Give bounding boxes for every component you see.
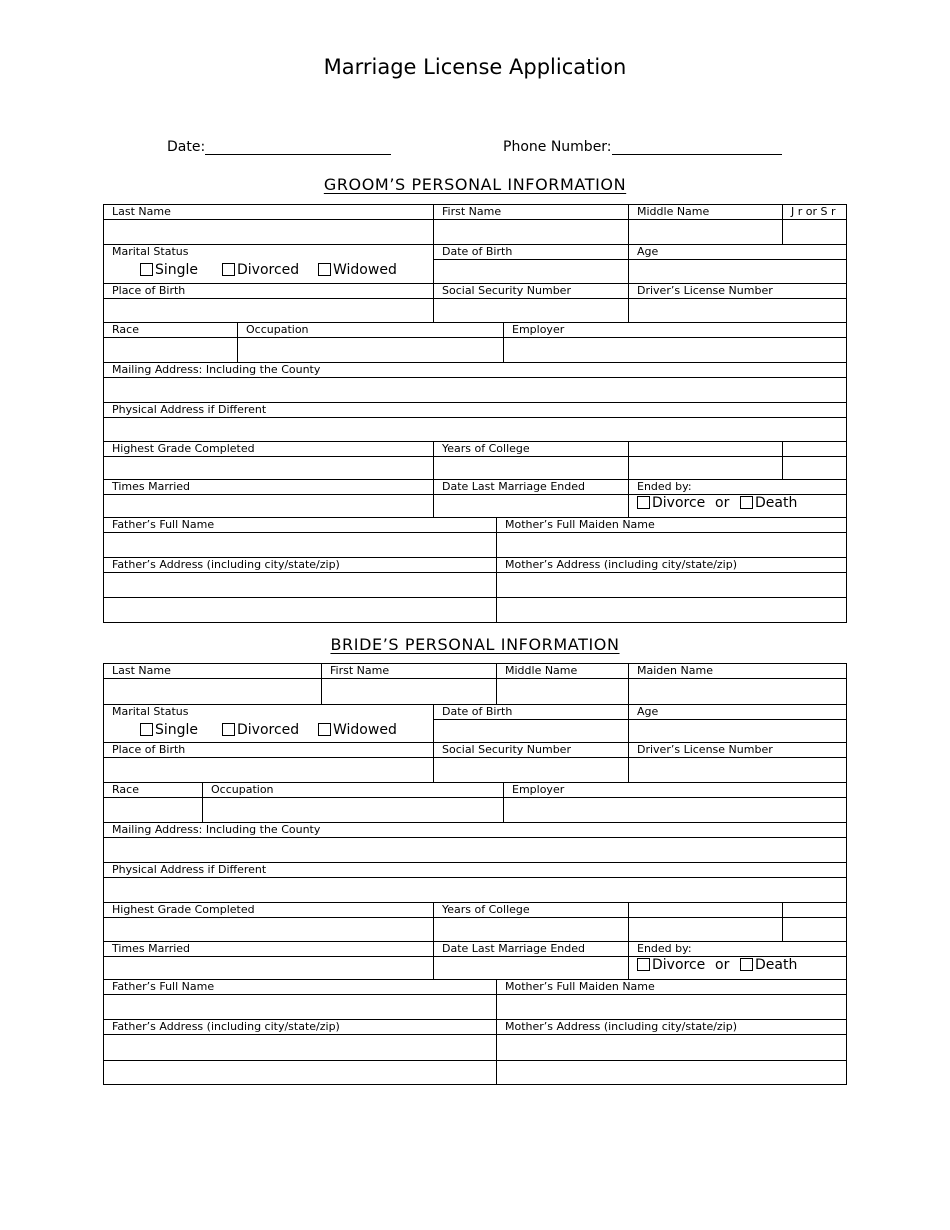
- groom-physical-input[interactable]: [104, 418, 847, 441]
- bride-last-name-input[interactable]: [104, 679, 322, 704]
- groom-marriage-row: [104, 480, 846, 518]
- groom-dob-input[interactable]: [434, 260, 629, 283]
- bride-physical-row: [104, 863, 846, 903]
- groom-dl-input[interactable]: [629, 299, 847, 322]
- bride-mailing-label: Mailing Address: Including the County: [104, 823, 847, 838]
- groom-extra-label-1: [629, 442, 783, 457]
- groom-father-addr-label: Father’s Address (including city/state/zip): [104, 558, 497, 573]
- bride-age-input[interactable]: [629, 720, 847, 742]
- bride-race-label: Race: [104, 783, 203, 798]
- groom-occupation-label: Occupation: [238, 323, 504, 338]
- groom-mother-addr-label: Mother’s Address (including city/state/zip): [497, 558, 847, 573]
- bride-parents-row: [104, 980, 846, 1020]
- bride-employer-label: Employer: [504, 783, 847, 798]
- bride-form: [103, 663, 847, 1085]
- groom-divorced-option[interactable]: Divorced: [222, 262, 299, 278]
- groom-death-checkbox[interactable]: [740, 496, 753, 509]
- groom-suffix-input[interactable]: [783, 220, 847, 244]
- bride-last-ended-input[interactable]: [434, 957, 629, 979]
- bride-ssn-input[interactable]: [434, 758, 629, 782]
- bride-dl-label: Driver’s License Number: [629, 743, 847, 758]
- groom-physical-label: Physical Address if Different: [104, 403, 847, 418]
- date-input-line[interactable]: [205, 138, 391, 155]
- bride-times-married-label: Times Married: [104, 942, 434, 957]
- groom-race-row: [104, 323, 846, 363]
- bride-section-title: BRIDE’S PERSONAL INFORMATION: [330, 635, 620, 654]
- groom-employer-label: Employer: [504, 323, 847, 338]
- bride-occupation-label: Occupation: [203, 783, 504, 798]
- bride-middle-name-label: Middle Name: [497, 664, 629, 679]
- bride-mailing-input[interactable]: [104, 838, 847, 862]
- groom-or-text: or: [715, 495, 730, 511]
- groom-grade-label: Highest Grade Completed: [104, 442, 434, 457]
- groom-times-married-input[interactable]: [104, 495, 434, 517]
- groom-name-row: [104, 205, 846, 245]
- bride-marital-row: [104, 705, 846, 743]
- groom-single-checkbox[interactable]: [140, 263, 153, 276]
- groom-ssn-label: Social Security Number: [434, 284, 629, 299]
- bride-widowed-option[interactable]: Widowed: [318, 722, 397, 738]
- bride-ended-by-label: Ended by:: [629, 942, 847, 957]
- bride-mother-addr-input[interactable]: [497, 1035, 847, 1083]
- bride-parent-address-row: [104, 1020, 846, 1084]
- bride-divorced-checkbox[interactable]: [222, 723, 235, 736]
- groom-ssn-input[interactable]: [434, 299, 629, 322]
- groom-suffix-label: J r or S r: [783, 205, 847, 220]
- groom-single-option[interactable]: Single: [140, 262, 198, 278]
- phone-field[interactable]: [503, 138, 782, 155]
- groom-mailing-input[interactable]: [104, 378, 847, 402]
- date-label: Date:: [167, 139, 206, 155]
- bride-middle-name-input[interactable]: [497, 679, 629, 704]
- bride-father-addr-label: Father’s Address (including city/state/zip): [104, 1020, 497, 1035]
- bride-marriage-row: [104, 942, 846, 980]
- groom-last-name-label: Last Name: [104, 205, 434, 220]
- groom-place-of-birth-input[interactable]: [104, 299, 434, 322]
- bride-father-addr-input[interactable]: [104, 1035, 497, 1083]
- bride-name-row: [104, 664, 846, 705]
- groom-last-name-input[interactable]: [104, 220, 434, 244]
- bride-last-name-label: Last Name: [104, 664, 322, 679]
- groom-form: [103, 204, 847, 623]
- groom-employer-input[interactable]: [504, 338, 847, 362]
- bride-extra-label-1: [629, 903, 783, 918]
- groom-physical-row: [104, 403, 846, 442]
- bride-race-row: [104, 783, 846, 823]
- groom-mailing-label: Mailing Address: Including the County: [104, 363, 847, 378]
- groom-last-ended-input[interactable]: [434, 495, 629, 517]
- bride-dl-input[interactable]: [629, 758, 847, 782]
- bride-death-checkbox[interactable]: [740, 958, 753, 971]
- bride-or-text: or: [715, 957, 730, 973]
- groom-college-input[interactable]: [434, 457, 629, 479]
- bride-ssn-label: Social Security Number: [434, 743, 629, 758]
- bride-occupation-input[interactable]: [203, 798, 504, 822]
- bride-dob-input[interactable]: [434, 720, 629, 742]
- groom-mother-name-label: Mother’s Full Maiden Name: [497, 518, 847, 533]
- groom-divorce-checkbox[interactable]: [637, 496, 650, 509]
- bride-age-label: Age: [629, 705, 847, 720]
- bride-mailing-row: [104, 823, 846, 863]
- bride-divorce-option[interactable]: Divorce: [637, 957, 705, 973]
- groom-age-label: Age: [629, 245, 847, 260]
- page-title: Marriage License Application: [323, 55, 627, 79]
- groom-mailing-row: [104, 363, 846, 403]
- groom-father-name-label: Father’s Full Name: [104, 518, 497, 533]
- groom-middle-name-input[interactable]: [629, 220, 783, 244]
- groom-education-row: [104, 442, 846, 480]
- groom-death-option[interactable]: Death: [740, 495, 797, 511]
- groom-section-title: GROOM’S PERSONAL INFORMATION: [323, 175, 627, 194]
- groom-last-ended-label: Date Last Marriage Ended: [434, 480, 629, 495]
- groom-middle-name-label: Middle Name: [629, 205, 783, 220]
- groom-race-input[interactable]: [104, 338, 238, 362]
- date-field[interactable]: [167, 138, 391, 155]
- bride-father-name-input[interactable]: [104, 995, 497, 1019]
- bride-death-option[interactable]: Death: [740, 957, 797, 973]
- bride-grade-label: Highest Grade Completed: [104, 903, 434, 918]
- groom-grade-input[interactable]: [104, 457, 434, 479]
- bride-grade-input[interactable]: [104, 918, 434, 941]
- bride-single-option[interactable]: Single: [140, 722, 198, 738]
- groom-marital-row: [104, 245, 846, 284]
- bride-college-input[interactable]: [434, 918, 629, 941]
- groom-race-label: Race: [104, 323, 238, 338]
- groom-extra-label-2: [783, 442, 847, 457]
- groom-first-name-label: First Name: [434, 205, 629, 220]
- bride-mother-name-input[interactable]: [497, 995, 847, 1019]
- bride-father-name-label: Father’s Full Name: [104, 980, 497, 995]
- bride-birth-row: [104, 743, 846, 783]
- phone-input-line[interactable]: [612, 138, 782, 155]
- groom-divorced-checkbox[interactable]: [222, 263, 235, 276]
- bride-employer-input[interactable]: [504, 798, 847, 822]
- groom-first-name-input[interactable]: [434, 220, 629, 244]
- bride-marital-status-label: Marital Status: [112, 705, 189, 718]
- groom-father-name-input[interactable]: [104, 533, 497, 557]
- groom-college-label: Years of College: [434, 442, 629, 457]
- bride-maiden-name-label: Maiden Name: [629, 664, 847, 679]
- bride-race-input[interactable]: [104, 798, 203, 822]
- bride-physical-input[interactable]: [104, 878, 847, 902]
- groom-widowed-option[interactable]: Widowed: [318, 262, 397, 278]
- bride-times-married-input[interactable]: [104, 957, 434, 979]
- groom-birth-row: [104, 284, 846, 323]
- bride-mother-addr-label: Mother’s Address (including city/state/zip): [497, 1020, 847, 1035]
- groom-dl-label: Driver’s License Number: [629, 284, 847, 299]
- bride-maiden-name-input[interactable]: [629, 679, 847, 704]
- bride-mother-name-label: Mother’s Full Maiden Name: [497, 980, 847, 995]
- groom-occupation-input[interactable]: [238, 338, 504, 362]
- bride-college-label: Years of College: [434, 903, 629, 918]
- groom-ended-by-label: Ended by:: [629, 480, 847, 495]
- bride-first-name-input[interactable]: [322, 679, 497, 704]
- groom-parent-address-row: [104, 558, 846, 622]
- groom-widowed-checkbox[interactable]: [318, 263, 331, 276]
- groom-dob-label: Date of Birth: [434, 245, 629, 260]
- bride-dob-label: Date of Birth: [434, 705, 629, 720]
- bride-physical-label: Physical Address if Different: [104, 863, 847, 878]
- groom-mother-name-input[interactable]: [497, 533, 847, 557]
- groom-divorce-option[interactable]: Divorce: [637, 495, 705, 511]
- bride-education-row: [104, 903, 846, 942]
- bride-last-ended-label: Date Last Marriage Ended: [434, 942, 629, 957]
- groom-age-input[interactable]: [629, 260, 847, 283]
- bride-widowed-checkbox[interactable]: [318, 723, 331, 736]
- groom-parents-row: [104, 518, 846, 558]
- groom-marital-status-label: Marital Status: [112, 245, 189, 258]
- bride-single-checkbox[interactable]: [140, 723, 153, 736]
- bride-place-of-birth-label: Place of Birth: [104, 743, 434, 758]
- phone-label: Phone Number:: [503, 139, 612, 155]
- groom-times-married-label: Times Married: [104, 480, 434, 495]
- bride-divorced-option[interactable]: Divorced: [222, 722, 299, 738]
- groom-place-of-birth-label: Place of Birth: [104, 284, 434, 299]
- bride-divorce-checkbox[interactable]: [637, 958, 650, 971]
- bride-place-of-birth-input[interactable]: [104, 758, 434, 782]
- bride-extra-label-2: [783, 903, 847, 918]
- bride-first-name-label: First Name: [322, 664, 497, 679]
